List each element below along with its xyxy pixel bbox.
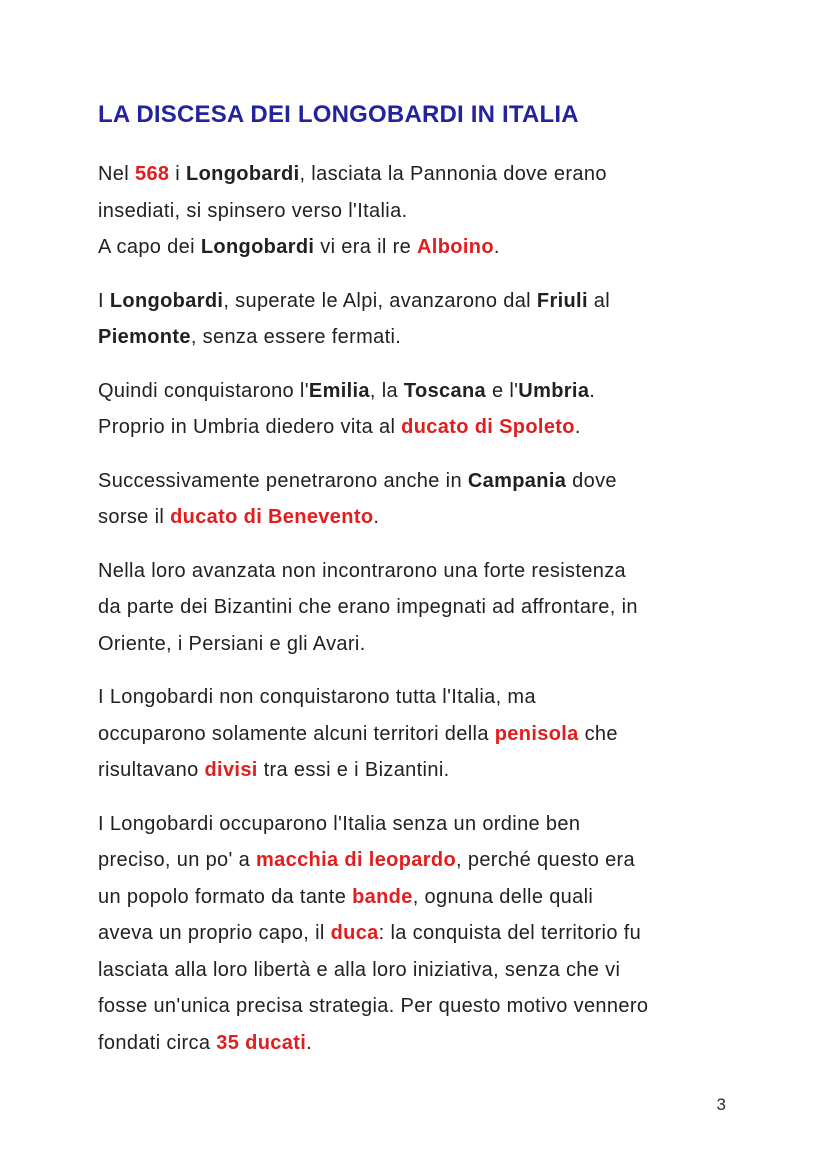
paragraph (98, 373, 746, 446)
page-title: LA DISCESA DEI LONGOBARDI IN ITALIA (98, 101, 579, 128)
bold-text: Longobardi (200, 236, 315, 258)
text-run: , ognuna delle quali (412, 885, 594, 908)
highlight-text: divisi (204, 759, 258, 781)
bold-text: Longobardi (109, 289, 224, 312)
paragraph (98, 553, 746, 663)
bold-text: Emilia (308, 379, 370, 402)
paragraph (98, 156, 746, 266)
document-body (98, 156, 746, 1061)
bold-text: Campania (467, 469, 567, 492)
bold-text: Friuli (536, 289, 588, 312)
text-run: fondati circa (98, 1031, 217, 1054)
text-run: che (578, 722, 618, 745)
text-run: , la (369, 379, 404, 402)
text-run: . (493, 236, 500, 258)
bold-text: Longobardi (186, 163, 300, 185)
text-run: Nel (98, 163, 135, 185)
highlight-text: ducato di Benevento (170, 506, 374, 528)
paragraph (98, 463, 746, 536)
highlight-text: penisola (494, 722, 579, 745)
paragraph (98, 283, 746, 356)
text-run: Nella loro avanzata non incontrarono una forte resistenza (98, 559, 627, 582)
highlight-text: 568 (134, 163, 170, 185)
text-run: i (169, 163, 186, 185)
text-run: . (589, 379, 596, 402)
text-run: , perché questo era (456, 849, 636, 871)
highlight-text: duca (330, 922, 379, 944)
paragraph (98, 679, 746, 789)
text-run: lasciata alla loro libertà e alla loro iniziativa, senza che vi (98, 958, 621, 981)
paragraph (98, 806, 746, 1062)
text-run: dove (566, 469, 617, 492)
text-run: un popolo formato da tante (98, 885, 353, 908)
text-run: fosse un'unica precisa strategia. Per questo motivo vennero (98, 995, 649, 1017)
text-run: Successivamente penetrarono anche in (98, 469, 468, 492)
text-run: e l' (486, 379, 519, 402)
text-run: : la conquista del territorio fu (378, 922, 642, 944)
text-run: preciso, un po' a (98, 849, 256, 871)
page-number: 3 (716, 1095, 726, 1114)
text-run: sorse il (98, 506, 171, 528)
text-run: vi era il re (314, 236, 418, 258)
text-run: al (587, 289, 611, 312)
text-run: risultavano (98, 759, 205, 781)
text-run: da parte dei Bizantini che erano impegnati ad affrontare, in (98, 596, 638, 618)
text-run: , senza essere fermati. (190, 326, 402, 348)
text-run: insediati, si spinsero verso l'Italia. (98, 199, 408, 222)
highlight-text: Alboino (417, 236, 494, 258)
text-run: . (373, 506, 380, 528)
text-run: I Longobardi occuparono l'Italia senza un ordine ben (98, 812, 581, 835)
text-run: Oriente, i Persiani e gli Avari. (98, 632, 366, 655)
highlight-text: 35 ducati (216, 1031, 307, 1054)
highlight-text: macchia di leopardo (256, 849, 457, 871)
highlight-text: ducato di Spoleto (401, 416, 575, 438)
text-run: A capo dei (98, 236, 201, 258)
text-run: Quindi conquistarono l' (98, 379, 309, 402)
highlight-text: bande (352, 885, 413, 908)
text-run: , lasciata la Pannonia dove erano (299, 163, 607, 185)
text-run: , superate le Alpi, avanzarono dal (223, 289, 537, 312)
text-run: . (574, 416, 581, 438)
text-run: I Longobardi non conquistarono tutta l'Italia, ma (98, 686, 536, 708)
bold-text: Piemonte (98, 326, 191, 348)
bold-text: Umbria (518, 379, 590, 402)
text-run: Proprio in Umbria diedero vita al (98, 416, 402, 438)
text-run: aveva un proprio capo, il (98, 922, 331, 944)
document-content (98, 101, 746, 1078)
text-run: . (306, 1031, 313, 1054)
text-run: I (98, 289, 110, 312)
text-run: tra essi e i Bizantini. (257, 759, 450, 781)
text-run: occuparono solamente alcuni territori della (98, 722, 495, 745)
bold-text: Toscana (403, 379, 487, 402)
